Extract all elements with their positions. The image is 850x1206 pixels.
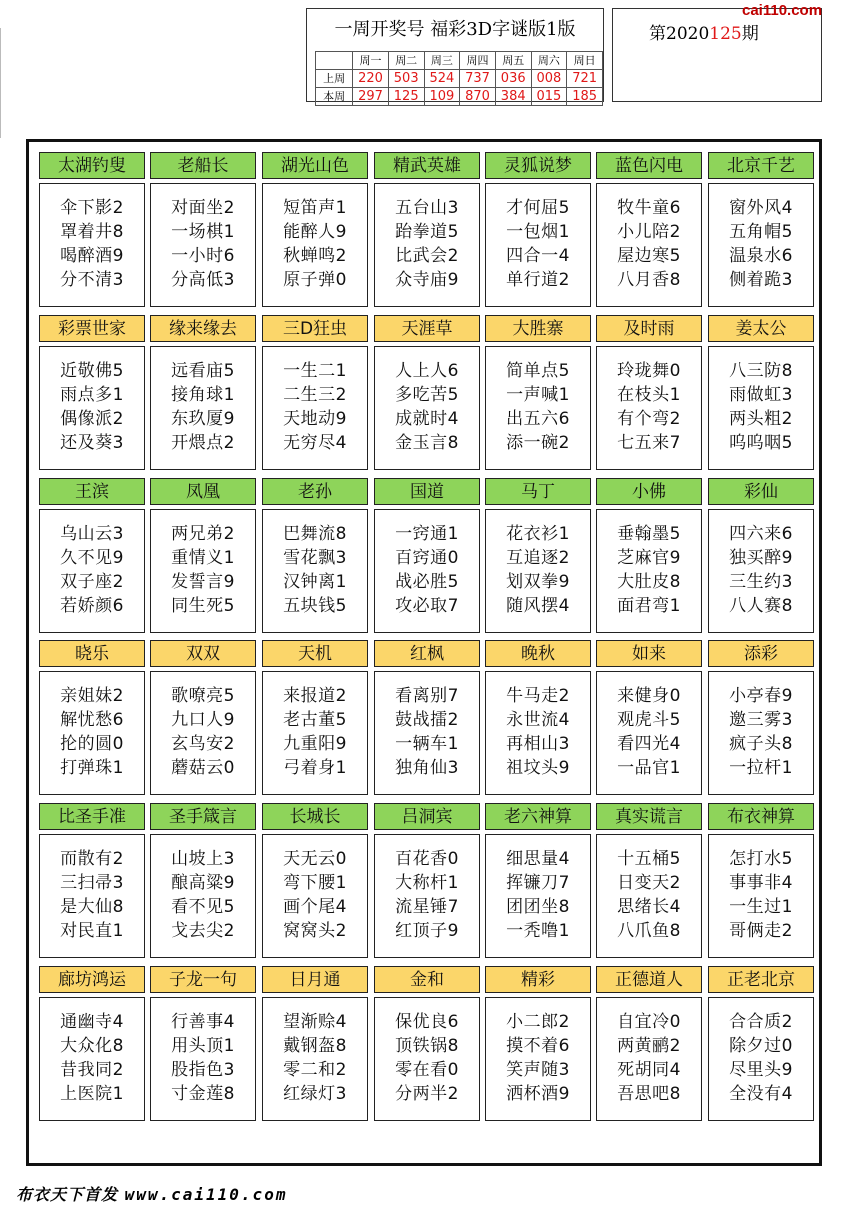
riddle-line: 戈去尖2	[171, 921, 235, 941]
draw-number: 008	[531, 70, 567, 88]
riddle-grid-panel	[26, 139, 822, 1166]
riddle-line: 看不见5	[171, 897, 235, 917]
riddle-card-title: 王滨	[39, 478, 145, 505]
riddle-line: 独买醉9	[729, 548, 793, 568]
issue-number	[649, 19, 759, 44]
riddle-card-title: 凤凰	[150, 478, 256, 505]
riddle-line: 昔我同2	[60, 1060, 124, 1080]
riddle-line: 五块钱5	[283, 596, 347, 616]
riddle-line: 小儿陪2	[617, 222, 681, 242]
riddle-line: 一辆车1	[395, 734, 459, 754]
riddle-line: 一包烟1	[506, 222, 570, 242]
riddle-line: 巴舞流8	[283, 524, 347, 544]
riddle-line: 笑声随3	[506, 1060, 570, 1080]
riddle-line: 一声喊1	[506, 385, 570, 405]
riddle-line: 玄鸟安2	[171, 734, 235, 754]
riddle-line: 摸不着6	[506, 1036, 570, 1056]
riddle-line: 红绿灯3	[283, 1084, 347, 1104]
riddle-card-body	[262, 997, 368, 1121]
riddle-line: 零在看0	[395, 1060, 459, 1080]
riddle-line: 思绪长4	[617, 897, 681, 917]
riddle-line: 用头顶1	[171, 1036, 235, 1056]
day-header: 周四	[460, 52, 496, 70]
riddle-line: 八月香8	[617, 270, 681, 290]
riddle-line: 攻必取7	[395, 596, 459, 616]
riddle-line: 伞下影2	[60, 198, 124, 218]
riddle-line: 远看庙5	[171, 361, 235, 381]
riddle-line: 天地动9	[283, 409, 347, 429]
riddle-line: 百花香0	[395, 849, 459, 869]
riddle-card-body	[485, 346, 591, 470]
riddle-card-body	[708, 509, 814, 633]
riddle-line: 近敬佛5	[60, 361, 124, 381]
riddle-line: 雪花飘3	[283, 548, 347, 568]
riddle-card-body	[708, 346, 814, 470]
riddle-card-title: 吕洞宾	[374, 803, 480, 830]
riddle-line: 牛马走2	[506, 686, 570, 706]
draw-number: 220	[353, 70, 389, 88]
riddle-card-body	[596, 671, 702, 795]
riddle-card-title: 太湖钓叟	[39, 152, 145, 179]
riddle-line: 四六来6	[729, 524, 793, 544]
issue-prefix: 第2020	[649, 24, 710, 44]
riddle-card-body	[596, 183, 702, 307]
riddle-line: 短笛声1	[283, 198, 347, 218]
riddle-line: 单行道2	[506, 270, 570, 290]
riddle-card-body	[262, 346, 368, 470]
riddle-card-title: 双双	[150, 640, 256, 667]
riddle-line: 一场棋1	[171, 222, 235, 242]
riddle-line: 众寺庙9	[395, 270, 459, 290]
riddle-line: 偶像派2	[60, 409, 124, 429]
riddle-card-title: 添彩	[708, 640, 814, 667]
riddle-line: 窝窝头2	[283, 921, 347, 941]
riddle-card-body	[150, 183, 256, 307]
riddle-line: 流星锤7	[395, 897, 459, 917]
riddle-line: 五台山3	[395, 198, 459, 218]
riddle-card-title: 彩仙	[708, 478, 814, 505]
riddle-card-title: 蓝色闪电	[596, 152, 702, 179]
riddle-card-title: 布衣神算	[708, 803, 814, 830]
riddle-line: 添一碗2	[506, 433, 570, 453]
riddle-line: 酿高粱9	[171, 873, 235, 893]
riddle-line: 再相山3	[506, 734, 570, 754]
riddle-line: 雨点多1	[60, 385, 124, 405]
riddle-line: 侧着跪3	[729, 270, 793, 290]
riddle-card-body	[39, 183, 145, 307]
riddle-line: 抡的圆0	[60, 734, 124, 754]
table-header-row	[316, 52, 603, 70]
riddle-card-title: 比圣手准	[39, 803, 145, 830]
riddle-line: 红顶子9	[395, 921, 459, 941]
riddle-line: 原子弹0	[283, 270, 347, 290]
riddle-card-body	[150, 997, 256, 1121]
draw-number: 737	[460, 70, 496, 88]
riddle-line: 歌嘹亮5	[171, 686, 235, 706]
riddle-line: 来报道2	[283, 686, 347, 706]
riddle-card-body	[485, 509, 591, 633]
riddle-line: 三生约3	[729, 572, 793, 592]
riddle-card-title: 圣手箴言	[150, 803, 256, 830]
riddle-line: 两头粗2	[729, 409, 793, 429]
riddle-card-body	[39, 997, 145, 1121]
riddle-line: 团团坐8	[506, 897, 570, 917]
day-header: 周六	[531, 52, 567, 70]
riddle-line: 互追逐2	[506, 548, 570, 568]
riddle-card-title: 子龙一句	[150, 966, 256, 993]
riddle-card-body	[596, 834, 702, 958]
riddle-card-body	[262, 183, 368, 307]
table-row	[316, 88, 603, 106]
riddle-line: 合合质2	[729, 1012, 793, 1032]
riddle-line: 一窍通1	[395, 524, 459, 544]
footer-url[interactable]: www.cai110.com	[124, 1185, 288, 1204]
day-header: 周二	[388, 52, 424, 70]
riddle-line: 牧牛童6	[617, 198, 681, 218]
draw-number: 036	[495, 70, 531, 88]
riddle-line: 一小时6	[171, 246, 235, 266]
riddle-line: 邀三雾3	[729, 710, 793, 730]
riddle-line: 全没有4	[729, 1084, 793, 1104]
riddle-line: 看四光4	[617, 734, 681, 754]
riddle-line: 玲珑舞0	[617, 361, 681, 381]
riddle-line: 戴钢盔8	[283, 1036, 347, 1056]
riddle-line: 垂翰墨5	[617, 524, 681, 544]
riddle-card-title: 正德道人	[596, 966, 702, 993]
draw-number: 109	[424, 88, 460, 106]
riddle-card-title: 天涯草	[374, 315, 480, 342]
riddle-card-title: 缘来缘去	[150, 315, 256, 342]
riddle-line: 挥镰刀7	[506, 873, 570, 893]
riddle-card-title: 红枫	[374, 640, 480, 667]
riddle-line: 死胡同4	[617, 1060, 681, 1080]
riddle-card-body	[374, 509, 480, 633]
draw-results-table	[315, 51, 603, 106]
draw-number: 015	[531, 88, 567, 106]
riddle-line: 罩着井8	[60, 222, 124, 242]
riddle-line: 乌山云3	[60, 524, 124, 544]
riddle-line: 老古董5	[283, 710, 347, 730]
riddle-card-title: 三D狂虫	[262, 315, 368, 342]
riddle-card-body	[485, 671, 591, 795]
riddle-line: 两黄鹂2	[617, 1036, 681, 1056]
riddle-line: 秋蝉鸣2	[283, 246, 347, 266]
riddle-card-title: 老孙	[262, 478, 368, 505]
riddle-card-title: 彩票世家	[39, 315, 145, 342]
riddle-card-body	[485, 997, 591, 1121]
riddle-line: 零二和2	[283, 1060, 347, 1080]
riddle-card-body	[39, 834, 145, 958]
issue-suffix: 期	[741, 24, 759, 44]
riddle-card-title: 老船长	[150, 152, 256, 179]
riddle-line: 才何屈5	[506, 198, 570, 218]
riddle-line: 花衣衫1	[506, 524, 570, 544]
riddle-card-title: 大胜寨	[485, 315, 591, 342]
riddle-line: 怎打水5	[729, 849, 793, 869]
riddle-line: 多吃苦5	[395, 385, 459, 405]
riddle-line: 分高低3	[171, 270, 235, 290]
riddle-card-title: 老六神算	[485, 803, 591, 830]
riddle-line: 一生二1	[283, 361, 347, 381]
riddle-card-title: 真实谎言	[596, 803, 702, 830]
riddle-line: 在枝头1	[617, 385, 681, 405]
riddle-card-body	[150, 834, 256, 958]
riddle-line: 对民直1	[60, 921, 124, 941]
draw-number: 125	[388, 88, 424, 106]
riddle-card-title: 湖光山色	[262, 152, 368, 179]
riddle-line: 简单点5	[506, 361, 570, 381]
riddle-line: 大肚皮8	[617, 572, 681, 592]
row-label: 本周	[316, 88, 353, 106]
riddle-line: 保优良6	[395, 1012, 459, 1032]
riddle-card-body	[262, 509, 368, 633]
riddle-line: 成就时4	[395, 409, 459, 429]
riddle-line: 大众化8	[60, 1036, 124, 1056]
riddle-line: 弯下腰1	[283, 873, 347, 893]
riddle-card-body	[485, 834, 591, 958]
draw-number: 524	[424, 70, 460, 88]
riddle-line: 有个弯2	[617, 409, 681, 429]
riddle-line: 若娇颜6	[60, 596, 124, 616]
riddle-card-body	[596, 509, 702, 633]
riddle-card-body	[262, 834, 368, 958]
riddle-line: 寸金莲8	[171, 1084, 235, 1104]
riddle-line: 细思量4	[506, 849, 570, 869]
riddle-line: 来健身0	[617, 686, 681, 706]
riddle-line: 吾思吧8	[617, 1084, 681, 1104]
riddle-line: 蘑菇云0	[171, 758, 235, 778]
riddle-line: 顶铁锅8	[395, 1036, 459, 1056]
riddle-line: 解忧愁6	[60, 710, 124, 730]
issue-number-value: 125	[709, 24, 742, 44]
riddle-card-title: 小佛	[596, 478, 702, 505]
riddle-line: 雨做虹3	[729, 385, 793, 405]
site-logo[interactable]: cai110.com	[742, 2, 823, 19]
riddle-line: 比武会2	[395, 246, 459, 266]
riddle-card-title: 金和	[374, 966, 480, 993]
left-edge-line	[0, 28, 1, 138]
riddle-line: 鼓战擂2	[395, 710, 459, 730]
riddle-card-body	[596, 346, 702, 470]
riddle-card-title: 姜太公	[708, 315, 814, 342]
riddle-card-body	[262, 671, 368, 795]
riddle-line: 一品官1	[617, 758, 681, 778]
riddle-line: 七五来7	[617, 433, 681, 453]
riddle-line: 能醉人9	[283, 222, 347, 242]
draw-number: 870	[460, 88, 496, 106]
riddle-line: 对面坐2	[171, 198, 235, 218]
riddle-line: 天无云0	[283, 849, 347, 869]
riddle-card-body	[374, 834, 480, 958]
riddle-card-title: 长城长	[262, 803, 368, 830]
riddle-line: 事事非4	[729, 873, 793, 893]
riddle-line: 祖坟头9	[506, 758, 570, 778]
riddle-line: 打弹珠1	[60, 758, 124, 778]
riddle-line: 上医院1	[60, 1084, 124, 1104]
riddle-line: 面君弯1	[617, 596, 681, 616]
riddle-card-body	[374, 997, 480, 1121]
riddle-line: 人上人6	[395, 361, 459, 381]
riddle-card-title: 精彩	[485, 966, 591, 993]
riddle-line: 十五桶5	[617, 849, 681, 869]
riddle-line: 跆拳道5	[395, 222, 459, 242]
riddle-card-body	[485, 183, 591, 307]
riddle-line: 通幽寺4	[60, 1012, 124, 1032]
riddle-line: 窗外风4	[729, 198, 793, 218]
riddle-line: 百窍通0	[395, 548, 459, 568]
riddle-line: 山坡上3	[171, 849, 235, 869]
riddle-line: 五角帽5	[729, 222, 793, 242]
riddle-line: 出五六6	[506, 409, 570, 429]
riddle-card-title: 廊坊鸿运	[39, 966, 145, 993]
riddle-line: 哥俩走2	[729, 921, 793, 941]
riddle-card-body	[374, 346, 480, 470]
riddle-line: 双子座2	[60, 572, 124, 592]
riddle-card-body	[150, 671, 256, 795]
riddle-card-body	[708, 834, 814, 958]
riddle-line: 一秃噜1	[506, 921, 570, 941]
riddle-line: 一拉杆1	[729, 758, 793, 778]
riddle-line: 亲姐妹2	[60, 686, 124, 706]
riddle-card-body	[708, 997, 814, 1121]
riddle-card-body	[39, 509, 145, 633]
riddle-line: 独角仙3	[395, 758, 459, 778]
day-header: 周一	[353, 52, 389, 70]
riddle-line: 永世流4	[506, 710, 570, 730]
footer-text: 布衣天下首发	[16, 1185, 119, 1204]
riddle-line: 呜呜咽5	[729, 433, 793, 453]
riddle-line: 九口人9	[171, 710, 235, 730]
riddle-line: 看离别7	[395, 686, 459, 706]
riddle-line: 接角球1	[171, 385, 235, 405]
riddle-card-body	[150, 509, 256, 633]
riddle-card-body	[150, 346, 256, 470]
riddle-line: 股指色3	[171, 1060, 235, 1080]
riddle-line: 小亭春9	[729, 686, 793, 706]
riddle-line: 芝麻官9	[617, 548, 681, 568]
riddle-line: 洒杯酒9	[506, 1084, 570, 1104]
day-header: 周五	[495, 52, 531, 70]
table-row	[316, 70, 603, 88]
day-header: 周日	[567, 52, 603, 70]
riddle-line: 弓着身1	[283, 758, 347, 778]
riddle-card-title: 北京千艺	[708, 152, 814, 179]
riddle-line: 日变天2	[617, 873, 681, 893]
riddle-line: 尽里头9	[729, 1060, 793, 1080]
riddle-line: 疯子头8	[729, 734, 793, 754]
draw-number: 384	[495, 88, 531, 106]
riddle-line: 除夕过0	[729, 1036, 793, 1056]
riddle-line: 同生死5	[171, 596, 235, 616]
riddle-card-title: 天机	[262, 640, 368, 667]
riddle-line: 八爪鱼8	[617, 921, 681, 941]
riddle-line: 发誓言9	[171, 572, 235, 592]
riddle-card-title: 马丁	[485, 478, 591, 505]
riddle-line: 自宜冷0	[617, 1012, 681, 1032]
riddle-card-body	[374, 183, 480, 307]
riddle-card-title: 如来	[596, 640, 702, 667]
riddle-line: 画个尾4	[283, 897, 347, 917]
riddle-line: 小二郎2	[506, 1012, 570, 1032]
riddle-card-title: 及时雨	[596, 315, 702, 342]
riddle-line: 还及葵3	[60, 433, 124, 453]
riddle-line: 战必胜5	[395, 572, 459, 592]
riddle-line: 行善事4	[171, 1012, 235, 1032]
riddle-card-title: 正老北京	[708, 966, 814, 993]
row-label: 上周	[316, 70, 353, 88]
draw-number: 297	[353, 88, 389, 106]
riddle-line: 喝醉酒9	[60, 246, 124, 266]
riddle-line: 四合一4	[506, 246, 570, 266]
riddle-line: 东玖厦9	[171, 409, 235, 429]
riddle-line: 无穷尽4	[283, 433, 347, 453]
corner-cell	[316, 52, 353, 70]
riddle-line: 金玉言8	[395, 433, 459, 453]
riddle-card-body	[596, 997, 702, 1121]
riddle-line: 随风摆4	[506, 596, 570, 616]
riddle-line: 一生过1	[729, 897, 793, 917]
riddle-line: 重情义1	[171, 548, 235, 568]
riddle-line: 大称杆1	[395, 873, 459, 893]
riddle-line: 三扫帚3	[60, 873, 124, 893]
riddle-card-title: 精武英雄	[374, 152, 480, 179]
draw-number: 185	[567, 88, 603, 106]
riddle-line: 二生三2	[283, 385, 347, 405]
riddle-line: 而散有2	[60, 849, 124, 869]
riddle-line: 温泉水6	[729, 246, 793, 266]
riddle-line: 两兄弟2	[171, 524, 235, 544]
riddle-card-title: 国道	[374, 478, 480, 505]
riddle-card-title: 灵狐说梦	[485, 152, 591, 179]
riddle-card-title: 日月通	[262, 966, 368, 993]
riddle-card-body	[708, 183, 814, 307]
riddle-line: 八三防8	[729, 361, 793, 381]
riddle-line: 划双拳9	[506, 572, 570, 592]
riddle-line: 是大仙8	[60, 897, 124, 917]
riddle-card-body	[708, 671, 814, 795]
weekly-draw-title: 一周开奖号 福彩3D字谜版1版	[334, 19, 576, 40]
riddle-line: 观虎斗5	[617, 710, 681, 730]
riddle-line: 开煨点2	[171, 433, 235, 453]
riddle-line: 分两半2	[395, 1084, 459, 1104]
riddle-line: 久不见9	[60, 548, 124, 568]
issue-box	[612, 8, 822, 102]
riddle-line: 汉钟离1	[283, 572, 347, 592]
riddle-card-body	[39, 346, 145, 470]
draw-number: 721	[567, 70, 603, 88]
draw-number: 503	[388, 70, 424, 88]
riddle-line: 屋边寒5	[617, 246, 681, 266]
day-header: 周三	[424, 52, 460, 70]
riddle-card-title: 晚秋	[485, 640, 591, 667]
footer-credit	[16, 1182, 287, 1205]
weekly-draw-box	[306, 8, 604, 102]
riddle-card-title: 晓乐	[39, 640, 145, 667]
riddle-line: 望渐赊4	[283, 1012, 347, 1032]
riddle-line: 八人赛8	[729, 596, 793, 616]
riddle-card-body	[374, 671, 480, 795]
riddle-card-body	[39, 671, 145, 795]
riddle-line: 九重阳9	[283, 734, 347, 754]
riddle-line: 分不清3	[60, 270, 124, 290]
